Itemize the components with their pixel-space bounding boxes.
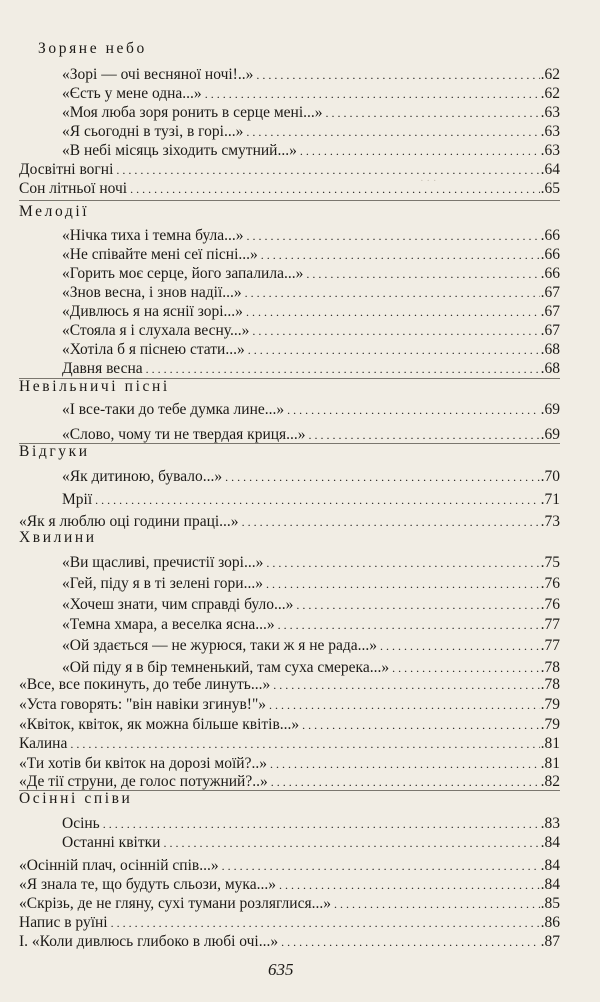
toc-entry[interactable] [62,834,560,852]
entry-page: .81 [540,755,560,772]
entry-title: «Дивлюсь я на яснії зорі...» [62,303,243,320]
toc-entry[interactable] [62,104,560,122]
toc-entry[interactable] [62,616,560,634]
entry-page: .84 [540,876,560,893]
entry-title: Давня весна [62,360,143,377]
leader-dots [392,659,540,677]
entry-title: Калина [19,735,68,752]
toc-entry[interactable] [62,491,560,509]
leader-dots [225,468,539,486]
toc-entry[interactable] [62,66,560,84]
toc-entry[interactable] [19,676,560,694]
leader-dots [271,773,540,791]
toc-entry[interactable] [19,755,560,773]
entry-page: .62 [540,85,560,102]
toc-entry[interactable] [62,303,560,321]
entry-title: «Зорі — очі весняної ночі!..» [62,66,254,83]
leader-dots [256,66,539,84]
entry-page: .68 [540,360,560,377]
entry-title: «Стояла я і слухала весну...» [62,322,250,339]
leader-dots [70,735,539,753]
leader-dots [309,426,540,444]
entry-title: «Горить моє серце, його запалила...» [62,265,304,282]
entry-title: «Хочеш знати, чим справді було...» [62,596,294,613]
toc-entry[interactable] [62,659,560,677]
leader-dots [163,834,539,852]
entry-page: .76 [540,596,560,613]
toc-entry[interactable] [62,554,560,572]
leader-dots [222,857,540,875]
section-heading: Зоряне небо [38,40,147,57]
toc-entry[interactable] [19,161,560,179]
toc-entry[interactable] [62,322,560,340]
leader-dots [334,895,540,913]
entry-page: .78 [540,676,560,693]
entry-page: .67 [540,322,560,339]
toc-entry[interactable] [62,123,560,141]
entry-title: «Ти хотів би квіток на дорозі моїй?..» [19,755,267,772]
leader-dots [270,755,540,773]
leader-dots [246,303,540,321]
leader-dots [242,513,540,531]
entry-page: .83 [540,815,560,832]
entry-title: Останні квітки [62,834,161,851]
leader-dots [205,85,540,103]
section-heading: Хвилини [19,529,97,546]
entry-page: .67 [540,303,560,320]
entry-page: .69 [540,426,560,443]
entry-page: .68 [540,341,560,358]
entry-title: «Де тії струни, де голос потужний?..» [19,773,268,790]
entry-page: .67 [540,284,560,301]
entry-page: .63 [540,142,560,159]
toc-entry[interactable] [19,914,560,932]
toc-entry[interactable] [62,284,560,302]
leader-dots [95,491,539,509]
toc-entry[interactable] [62,426,560,444]
leader-dots [269,696,540,714]
entry-title: Сон літньої ночі [19,180,128,197]
leader-dots [247,227,540,245]
entry-title: «Слово, чому ти не твердая криця...» [62,426,306,443]
entry-page: .63 [540,123,560,140]
entry-title: «Знов весна, і знов надії...» [62,284,242,301]
entry-page: .81 [540,735,560,752]
section-heading: Невільничі пісні [19,378,170,395]
entry-title: Мрії [62,491,93,508]
entry-title: Напис в руїні [19,914,108,931]
toc-entry[interactable] [19,773,560,791]
toc-entry[interactable] [19,696,560,714]
entry-title: «Осінній плач, осінній спів...» [19,857,219,874]
leader-dots [302,716,539,734]
toc-entry[interactable] [19,513,560,531]
entry-page: .84 [540,834,560,851]
leader-dots [279,876,540,894]
entry-page: .64 [540,161,560,178]
section-rule [19,443,560,444]
entry-title: «Хотіла б я піснею стати...» [62,341,245,358]
leader-dots [261,246,540,264]
entry-page: .86 [540,914,560,931]
leader-dots [245,284,540,302]
entry-title: «Темна хмара, а веселка ясна...» [62,616,275,633]
entry-title: «Скрізь, де не гляну, сухі тумани розляглися...» [19,895,331,912]
toc-entry[interactable] [19,716,560,734]
leader-dots [278,616,540,634]
leader-dots [252,322,539,340]
toc-entry[interactable] [19,180,560,198]
entry-title: «Не співайте мені сеї пісні...» [62,246,258,263]
entry-title: «Як дитиною, бувало...» [62,468,223,485]
leader-dots [273,676,539,694]
toc-entry[interactable] [62,341,560,359]
entry-title: I. «Коли дивлюсь глибоко в любі очі...» [19,933,279,950]
entry-title: «Я сьогодні в тузі, в горі...» [62,123,244,140]
entry-title: Осінь [62,815,100,832]
entry-title: «Все, все покинуть, до тебе линуть...» [19,676,271,693]
entry-title: «Ви щасливі, пречистії зорі...» [62,554,264,571]
toc-entry[interactable] [62,575,560,593]
toc-entry[interactable] [62,360,560,378]
entry-page: .66 [540,265,560,282]
entry-page: .66 [540,227,560,244]
toc-entry[interactable] [19,876,560,894]
toc-entry[interactable] [62,227,560,245]
leader-dots [300,142,540,160]
entry-title: «Нічка тиха і темна була...» [62,227,244,244]
entry-title: «Квіток, квіток, як можна більше квітів...» [19,716,300,733]
entry-page: .65 [540,180,560,197]
entry-page: .79 [540,696,560,713]
page-number: 635 [268,960,294,979]
entry-page: .70 [540,468,560,485]
entry-title: «Моя люба зоря ронить в серце мені...» [62,104,323,121]
entry-page: .77 [540,616,560,633]
leader-dots [296,596,539,614]
leader-dots [248,341,540,359]
toc-entry[interactable] [19,933,560,951]
entry-title: «Ой здається — не журюся, таки ж я не рада...» [62,637,378,654]
entry-title: Досвітні вогні [19,161,114,178]
entry-page: .77 [540,637,560,654]
entry-title: «Як я люблю оці години праці...» [19,513,239,530]
section-rule [19,200,560,201]
entry-page: .79 [540,716,560,733]
section-heading: Відгуки [19,443,90,460]
toc-entry[interactable] [62,637,560,655]
entry-title: «Я знала те, що будуть сльози, мука...» [19,876,276,893]
leader-dots [266,554,539,572]
entry-page: .62 [540,66,560,83]
leader-dots [246,123,539,141]
leader-dots [287,401,539,419]
toc-entry[interactable] [62,265,560,283]
toc-entry[interactable] [62,596,560,614]
leader-dots [116,161,539,179]
entry-page: .73 [540,513,560,530]
entry-page: .76 [540,575,560,592]
toc-entry[interactable] [62,401,560,419]
entry-page: .78 [540,659,560,676]
leader-dots [266,575,540,593]
leader-dots [130,180,540,198]
toc-entry[interactable] [62,142,560,160]
entry-page: .82 [540,773,560,790]
entry-page: .63 [540,104,560,121]
toc-entry[interactable] [62,246,560,264]
bleed-through-text: · · · [420,175,437,187]
leader-dots [281,933,540,951]
toc-entry[interactable] [19,857,560,875]
entry-page: .71 [540,491,560,508]
toc-entry[interactable] [62,85,560,103]
toc-entry[interactable] [19,735,560,753]
toc-entry[interactable] [62,468,560,486]
entry-title: «Єсть у мене одна...» [62,85,202,102]
entry-title: «Ой піду я в бір темненький, там суха смерека...» [62,659,390,676]
entry-title: «Гей, піду я в ті зелені гори...» [62,575,263,592]
entry-page: .66 [540,246,560,263]
entry-page: .85 [540,895,560,912]
toc-entry[interactable] [19,895,560,913]
section-heading: Мелодії [19,203,90,220]
entry-title: «І все-таки до тебе думка лине...» [62,401,285,418]
entry-page: .75 [540,554,560,571]
leader-dots [326,104,540,122]
entry-page: .84 [540,857,560,874]
leader-dots [103,815,540,833]
entry-title: «В небі місяць зіходить смутний...» [62,142,297,159]
leader-dots [111,914,540,932]
entry-page: .69 [540,401,560,418]
toc-entry[interactable] [62,815,560,833]
leader-dots [306,265,539,283]
entry-title: «Уста говорять: "він навіки згинув!"» [19,696,267,713]
leader-dots [380,637,540,655]
section-heading: Осінні співи [19,790,133,807]
entry-page: .87 [540,933,560,950]
leader-dots [146,360,540,378]
